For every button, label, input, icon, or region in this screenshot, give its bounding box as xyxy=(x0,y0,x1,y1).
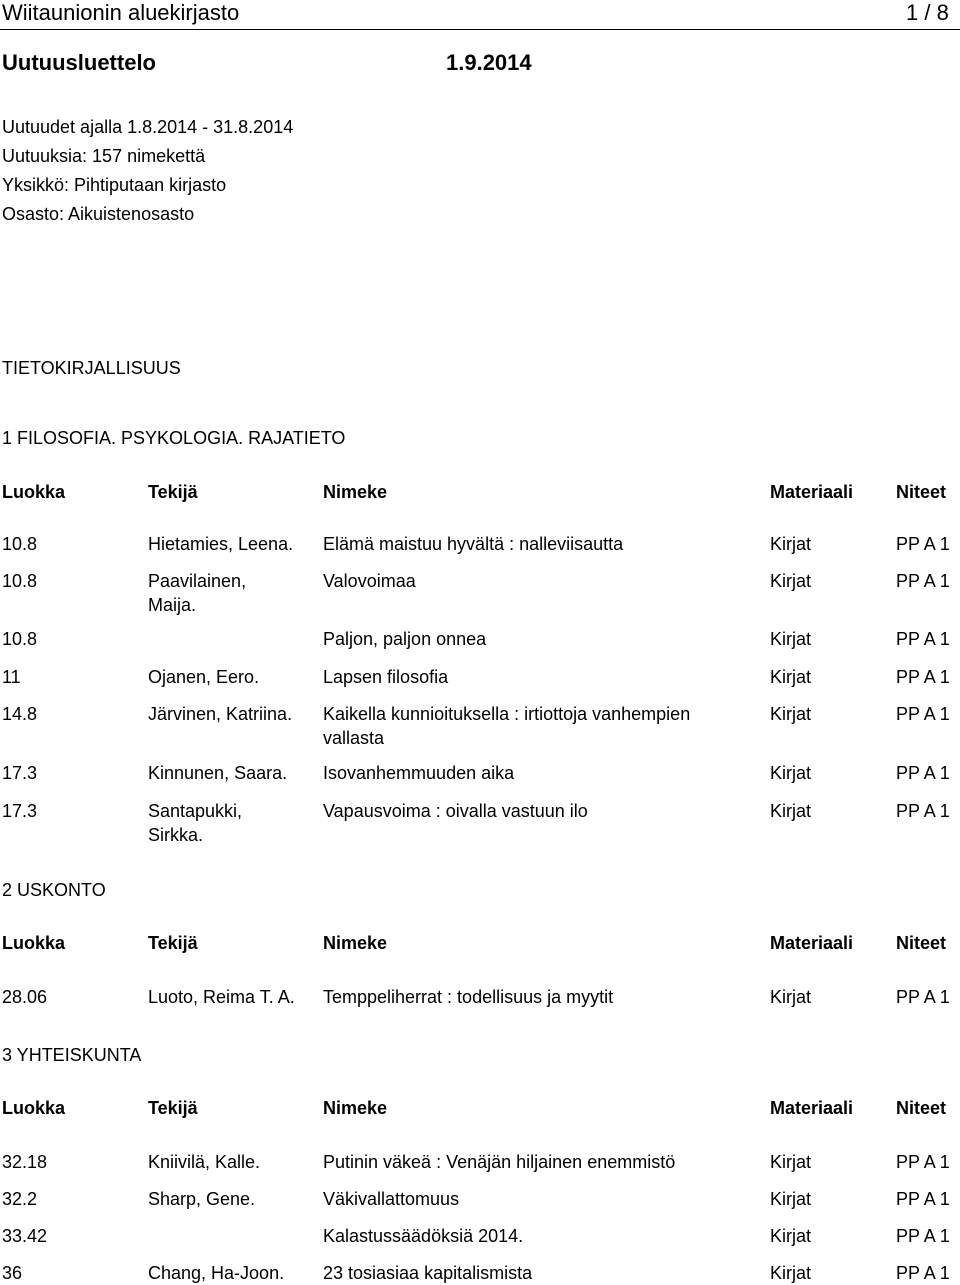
section-title: 3 YHTEISKUNTA xyxy=(2,1045,142,1065)
row-nimeke: Paljon, paljon onnea xyxy=(323,629,487,649)
row-nimeke: Isovanhemmuuden aika xyxy=(323,763,515,783)
column-header-niteet: Niteet xyxy=(896,933,947,953)
row-materiaali: Kirjat xyxy=(770,629,812,649)
report-title: Uutuusluettelo xyxy=(2,50,156,75)
row-niteet: PP A 1 xyxy=(896,987,950,1007)
row-tekija: Luoto, Reima T. A. xyxy=(148,987,295,1007)
row-materiaali: Kirjat xyxy=(770,534,812,554)
section-title: 1 FILOSOFIA. PSYKOLOGIA. RAJATIETO xyxy=(2,428,346,448)
row-niteet: PP A 1 xyxy=(896,534,950,554)
row-niteet: PP A 1 xyxy=(896,763,950,783)
column-header-luokka: Luokka xyxy=(2,933,66,953)
row-tekija: Paavilainen, xyxy=(148,571,247,591)
row-luokka: 10.8 xyxy=(2,571,38,591)
column-header-materiaali: Materiaali xyxy=(770,1098,854,1118)
row-luokka: 33.42 xyxy=(2,1226,48,1246)
row-tekija: Kinnunen, Saara. xyxy=(148,763,288,783)
row-materiaali: Kirjat xyxy=(770,987,812,1007)
row-niteet: PP A 1 xyxy=(896,1263,950,1283)
row-luokka: 10.8 xyxy=(2,629,38,649)
category-heading: TIETOKIRJALLISUUS xyxy=(2,358,181,378)
row-nimeke: Lapsen filosofia xyxy=(323,667,449,687)
column-header-nimeke: Nimeke xyxy=(323,1098,388,1118)
row-nimeke: Temppeliherrat : todellisuus ja myytit xyxy=(323,987,614,1007)
row-niteet: PP A 1 xyxy=(896,801,950,821)
page-number: 1 / 8 xyxy=(906,0,949,25)
row-materiaali: Kirjat xyxy=(770,571,812,591)
column-header-luokka: Luokka xyxy=(2,1098,66,1118)
row-luokka: 11 xyxy=(2,667,21,687)
row-luokka: 32.2 xyxy=(2,1189,38,1209)
row-niteet: PP A 1 xyxy=(896,629,950,649)
row-niteet: PP A 1 xyxy=(896,1152,950,1172)
row-nimeke: Elämä maistuu hyvältä : nalleviisautta xyxy=(323,534,624,554)
row-materiaali: Kirjat xyxy=(770,801,812,821)
row-tekija: Hietamies, Leena. xyxy=(148,534,294,554)
row-tekija-cont: Sirkka. xyxy=(148,825,204,845)
column-header-nimeke: Nimeke xyxy=(323,482,388,502)
row-luokka: 17.3 xyxy=(2,801,38,821)
row-luokka: 14.8 xyxy=(2,704,38,724)
row-tekija: Kniivilä, Kalle. xyxy=(148,1152,261,1172)
info-unit: Yksikkö: Pihtiputaan kirjasto xyxy=(2,175,227,195)
row-tekija: Järvinen, Katriina. xyxy=(148,704,293,724)
report-date: 1.9.2014 xyxy=(446,50,532,75)
row-niteet: PP A 1 xyxy=(896,667,950,687)
header-divider xyxy=(0,29,960,30)
row-nimeke: Kaikella kunnioituksella : irtiottoja vanhempien xyxy=(323,704,691,724)
row-luokka: 17.3 xyxy=(2,763,38,783)
column-header-materiaali: Materiaali xyxy=(770,933,854,953)
row-materiaali: Kirjat xyxy=(770,1189,812,1209)
row-niteet: PP A 1 xyxy=(896,704,950,724)
library-name: Wiitaunionin aluekirjasto xyxy=(2,0,240,25)
column-header-tekija: Tekijä xyxy=(148,933,198,953)
info-count: Uutuuksia: 157 nimekettä xyxy=(2,146,206,166)
row-nimeke: 23 tosiasiaa kapitalismista xyxy=(323,1263,533,1283)
row-niteet: PP A 1 xyxy=(896,1226,950,1246)
row-tekija-cont: Maija. xyxy=(148,595,197,615)
column-header-luokka: Luokka xyxy=(2,482,66,502)
row-materiaali: Kirjat xyxy=(770,704,812,724)
column-header-tekija: Tekijä xyxy=(148,1098,198,1118)
row-nimeke: Valovoimaa xyxy=(323,571,416,591)
row-tekija: Chang, Ha-Joon. xyxy=(148,1263,285,1283)
column-header-tekija: Tekijä xyxy=(148,482,198,502)
row-materiaali: Kirjat xyxy=(770,763,812,783)
row-luokka: 10.8 xyxy=(2,534,38,554)
column-header-nimeke: Nimeke xyxy=(323,933,388,953)
row-nimeke: Kalastussäädöksiä 2014. xyxy=(323,1226,524,1246)
row-niteet: PP A 1 xyxy=(896,571,950,591)
row-nimeke: Putinin väkeä : Venäjän hiljainen enemmistö xyxy=(323,1152,676,1172)
row-materiaali: Kirjat xyxy=(770,1226,812,1246)
section-title: 2 USKONTO xyxy=(2,880,106,900)
row-materiaali: Kirjat xyxy=(770,667,812,687)
row-tekija: Sharp, Gene. xyxy=(148,1189,256,1209)
row-luokka: 36 xyxy=(2,1263,23,1283)
info-date-range: Uutuudet ajalla 1.8.2014 - 31.8.2014 xyxy=(2,117,294,137)
row-nimeke: Väkivallattomuus xyxy=(323,1189,460,1209)
row-niteet: PP A 1 xyxy=(896,1189,950,1209)
row-luokka: 28.06 xyxy=(2,987,48,1007)
row-tekija: Santapukki, xyxy=(148,801,243,821)
row-nimeke: Vapausvoima : oivalla vastuun ilo xyxy=(323,801,588,821)
row-nimeke-cont: vallasta xyxy=(323,728,385,748)
column-header-materiaali: Materiaali xyxy=(770,482,854,502)
row-materiaali: Kirjat xyxy=(770,1263,812,1283)
row-luokka: 32.18 xyxy=(2,1152,48,1172)
info-department: Osasto: Aikuistenosasto xyxy=(2,204,195,224)
row-tekija: Ojanen, Eero. xyxy=(148,667,260,687)
column-header-niteet: Niteet xyxy=(896,482,947,502)
row-materiaali: Kirjat xyxy=(770,1152,812,1172)
column-header-niteet: Niteet xyxy=(896,1098,947,1118)
